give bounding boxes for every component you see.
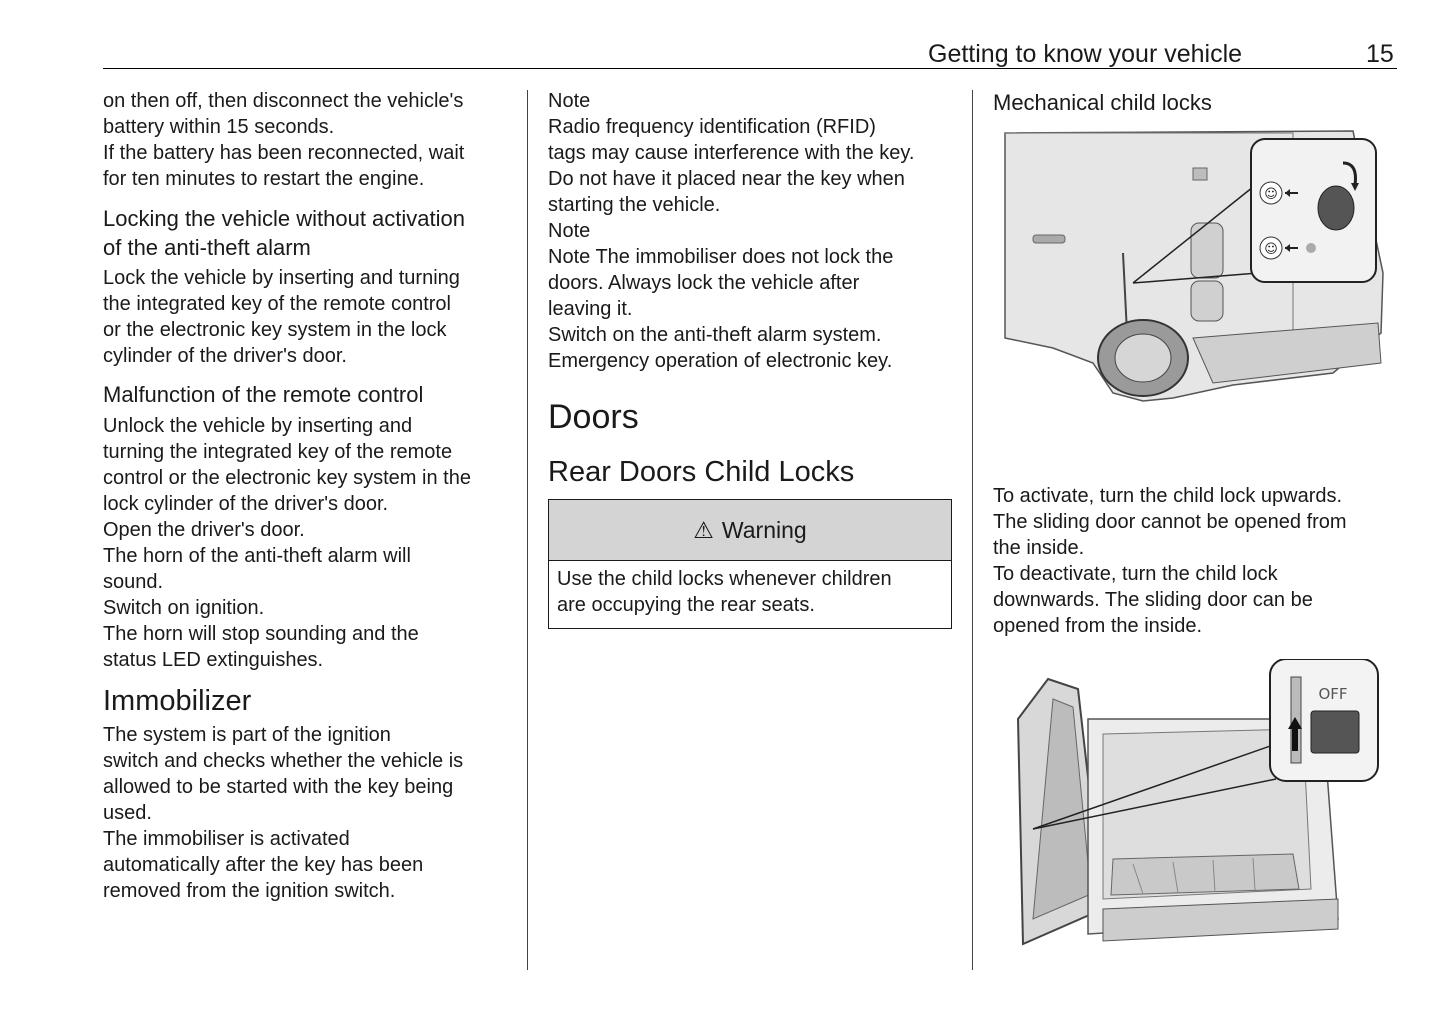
- heading-malfunction: Malfunction of the remote control: [103, 382, 424, 407]
- text-line: battery within 15 seconds.: [103, 116, 335, 138]
- text-line: the integrated key of the remote control: [103, 293, 451, 315]
- text-line: automatically after the key has been: [103, 854, 424, 876]
- off-label: OFF: [1318, 685, 1348, 703]
- text-line: If the battery has been reconnected, wait: [103, 142, 465, 164]
- warning-box: [548, 499, 952, 629]
- text-line: control or the electronic key system in the: [103, 467, 471, 489]
- text-line: or the electronic key system in the lock: [103, 319, 447, 341]
- text-line: are occupying the rear seats.: [557, 594, 815, 616]
- paragraph-battery: [103, 88, 513, 192]
- column-divider-1: [527, 90, 528, 970]
- note-immobiliser: [548, 244, 960, 374]
- paragraph-malfunction: [103, 413, 513, 673]
- warning-header: [549, 500, 951, 561]
- heading-mechanical-child-locks: Mechanical child locks: [993, 90, 1212, 115]
- heading-line: of the anti-theft alarm: [103, 235, 311, 260]
- paragraph-immobilizer: [103, 722, 513, 904]
- warning-title: Warning: [721, 516, 807, 543]
- text-line: status LED extinguishes.: [103, 649, 324, 671]
- text-line: Note The immobiliser does not lock the: [548, 246, 894, 268]
- text-line: tags may cause interference with the key.: [548, 142, 915, 164]
- text-line: The system is part of the ignition: [103, 724, 391, 746]
- header-rule: [103, 68, 1397, 69]
- note-rfid: [548, 114, 960, 218]
- text-line: sound.: [103, 571, 164, 593]
- text-line: doors. Always lock the vehicle after: [548, 272, 860, 294]
- svg-text:☺: ☺: [1264, 242, 1278, 257]
- text-line: Switch on the anti-theft alarm system.: [548, 324, 882, 346]
- text-line: cylinder of the driver's door.: [103, 345, 347, 367]
- heading-rear-doors-child-locks: Rear Doors Child Locks: [548, 456, 855, 488]
- text-line: leaving it.: [548, 298, 633, 320]
- heading-doors: Doors: [548, 398, 639, 436]
- text-line: downwards. The sliding door can be: [993, 589, 1313, 611]
- note-label: Note: [548, 220, 591, 242]
- text-line: removed from the ignition switch.: [103, 880, 396, 902]
- text-line: The horn will stop sounding and the: [103, 623, 419, 645]
- running-header-title: Getting to know your vehicle: [928, 40, 1243, 68]
- text-line: Switch on ignition.: [103, 597, 265, 619]
- text-line: allowed to be started with the key being: [103, 776, 454, 798]
- text-line: Unlock the vehicle by inserting and: [103, 415, 413, 437]
- paragraph-locking: [103, 265, 513, 369]
- text-line: for ten minutes to restart the engine.: [103, 168, 425, 190]
- figure-rear-door-child-lock: [993, 659, 1393, 959]
- page-number: 15: [1366, 40, 1394, 68]
- column-3: [993, 88, 1393, 959]
- text-line: the inside.: [993, 537, 1085, 559]
- text-line: lock cylinder of the driver's door.: [103, 493, 389, 515]
- text-line: turning the integrated key of the remote: [103, 441, 453, 463]
- text-line: Lock the vehicle by inserting and turning: [103, 267, 460, 289]
- text-line: on then off, then disconnect the vehicle's: [103, 90, 464, 112]
- text-line: The immobiliser is activated: [103, 828, 350, 850]
- heading-locking-without-alarm: [103, 204, 513, 262]
- warning-triangle-icon: ⚠: [693, 516, 714, 543]
- text-line: To deactivate, turn the child lock: [993, 563, 1278, 585]
- note-label: Note: [548, 90, 591, 112]
- warning-body: [549, 561, 951, 628]
- svg-text:☺: ☺: [1264, 187, 1278, 202]
- paragraph-child-lock-usage: [993, 483, 1393, 639]
- text-line: starting the vehicle.: [548, 194, 721, 216]
- text-line: Open the driver's door.: [103, 519, 305, 541]
- heading-line: Locking the vehicle without activation: [103, 206, 465, 231]
- text-line: Emergency operation of electronic key.: [548, 350, 893, 372]
- heading-immobilizer: Immobilizer: [103, 685, 252, 717]
- text-line: Do not have it placed near the key when: [548, 168, 905, 190]
- column-divider-2: [972, 90, 973, 970]
- column-1: [103, 88, 513, 904]
- text-line: The sliding door cannot be opened from: [993, 511, 1347, 533]
- text-line: used.: [103, 802, 152, 824]
- text-line: Use the child locks whenever children: [557, 568, 892, 590]
- text-line: The horn of the anti-theft alarm will: [103, 545, 411, 567]
- text-line: switch and checks whether the vehicle is: [103, 750, 464, 772]
- text-line: opened from the inside.: [993, 615, 1203, 637]
- text-line: To activate, turn the child lock upwards.: [993, 485, 1343, 507]
- text-line: Radio frequency identification (RFID): [548, 116, 876, 138]
- column-2: [548, 88, 960, 629]
- figure-sliding-door-child-lock: [993, 123, 1393, 413]
